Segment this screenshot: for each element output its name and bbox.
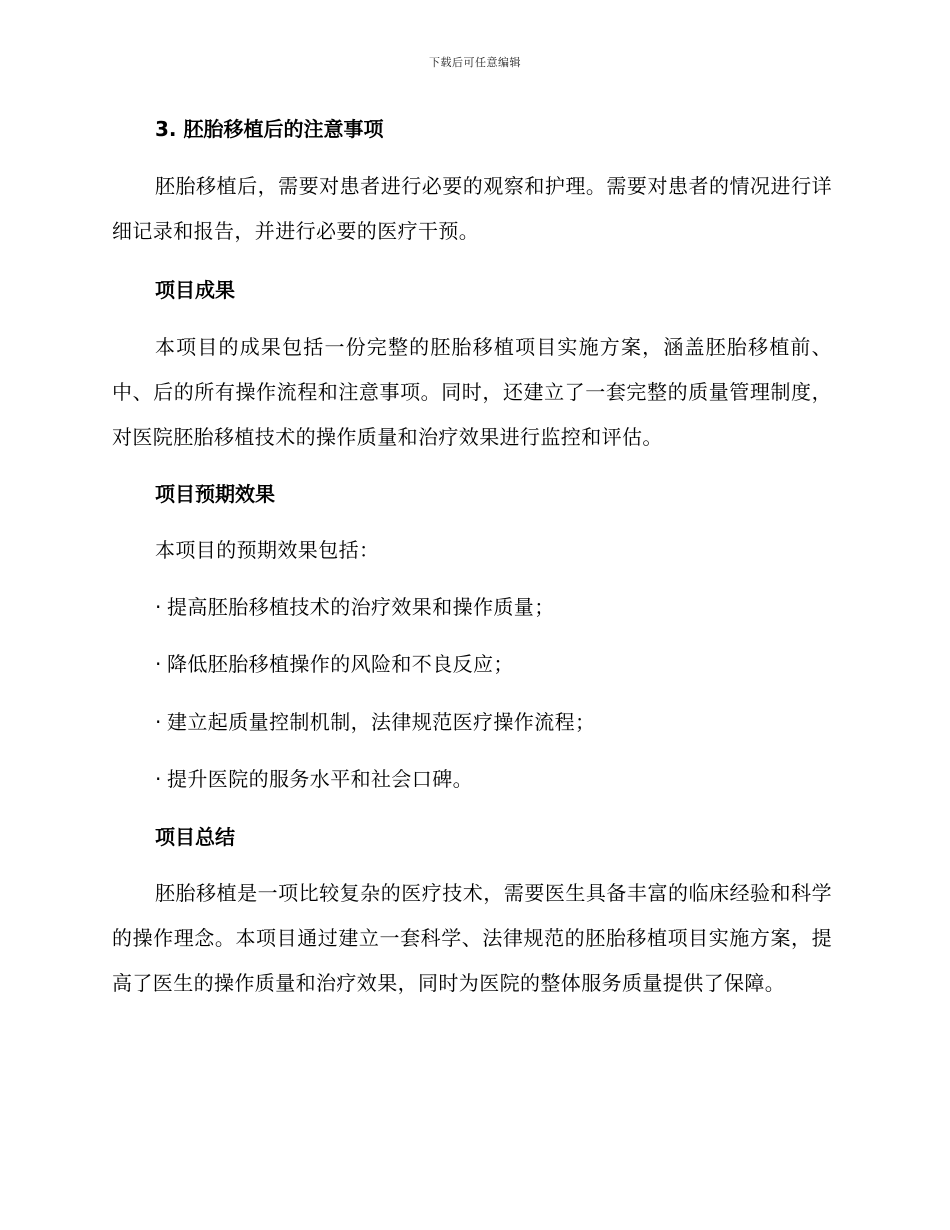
list-item-text: 提升医院的服务水平和社会口碑。	[167, 767, 473, 791]
list-item-text: 提高胚胎移植技术的治疗效果和操作质量；	[167, 595, 555, 619]
bullet-icon: ·	[155, 595, 162, 619]
paragraph-summary: 胚胎移植是一项比较复杂的医疗技术，需要医生具备丰富的临床经验和科学的操作理念。本项目通过建立一套科学、法律规范的胚胎移植项目实施方案，提高了医生的操作质量和治疗效果，同时为医院的整体服务质量提供了保障。	[112, 881, 832, 995]
section-heading-post-transfer: 3. 胚胎移植后的注意事项	[155, 117, 384, 141]
header-note: 下载后可任意编辑	[429, 56, 521, 69]
paragraph-post-transfer: 胚胎移植后，需要对患者进行必要的观察和护理。需要对患者的情况进行详细记录和报告，并进行必要的医疗干预。	[112, 174, 832, 243]
bullet-icon: ·	[155, 652, 162, 676]
list-item	[155, 650, 514, 678]
section-heading-results: 项目成果	[155, 278, 235, 302]
section-heading-expected: 项目预期效果	[155, 482, 275, 506]
list-item-text: 降低胚胎移植操作的风险和不良反应；	[167, 652, 514, 676]
list-item	[155, 593, 555, 621]
section-heading-summary: 项目总结	[155, 825, 235, 849]
bullet-icon: ·	[155, 710, 162, 734]
list-item-text: 建立起质量控制机制，法律规范医疗操作流程；	[167, 710, 596, 734]
bullet-icon: ·	[155, 767, 162, 791]
list-item	[155, 765, 473, 793]
paragraph-results: 本项目的成果包括一份完整的胚胎移植项目实施方案，涵盖胚胎移植前、中、后的所有操作流程和注意事项。同时，还建立了一套完整的质量管理制度，对医院胚胎移植技术的操作质量和治疗效果进行监控和评估。	[112, 335, 832, 449]
expected-intro: 本项目的预期效果包括：	[155, 538, 380, 562]
list-item	[155, 708, 595, 736]
